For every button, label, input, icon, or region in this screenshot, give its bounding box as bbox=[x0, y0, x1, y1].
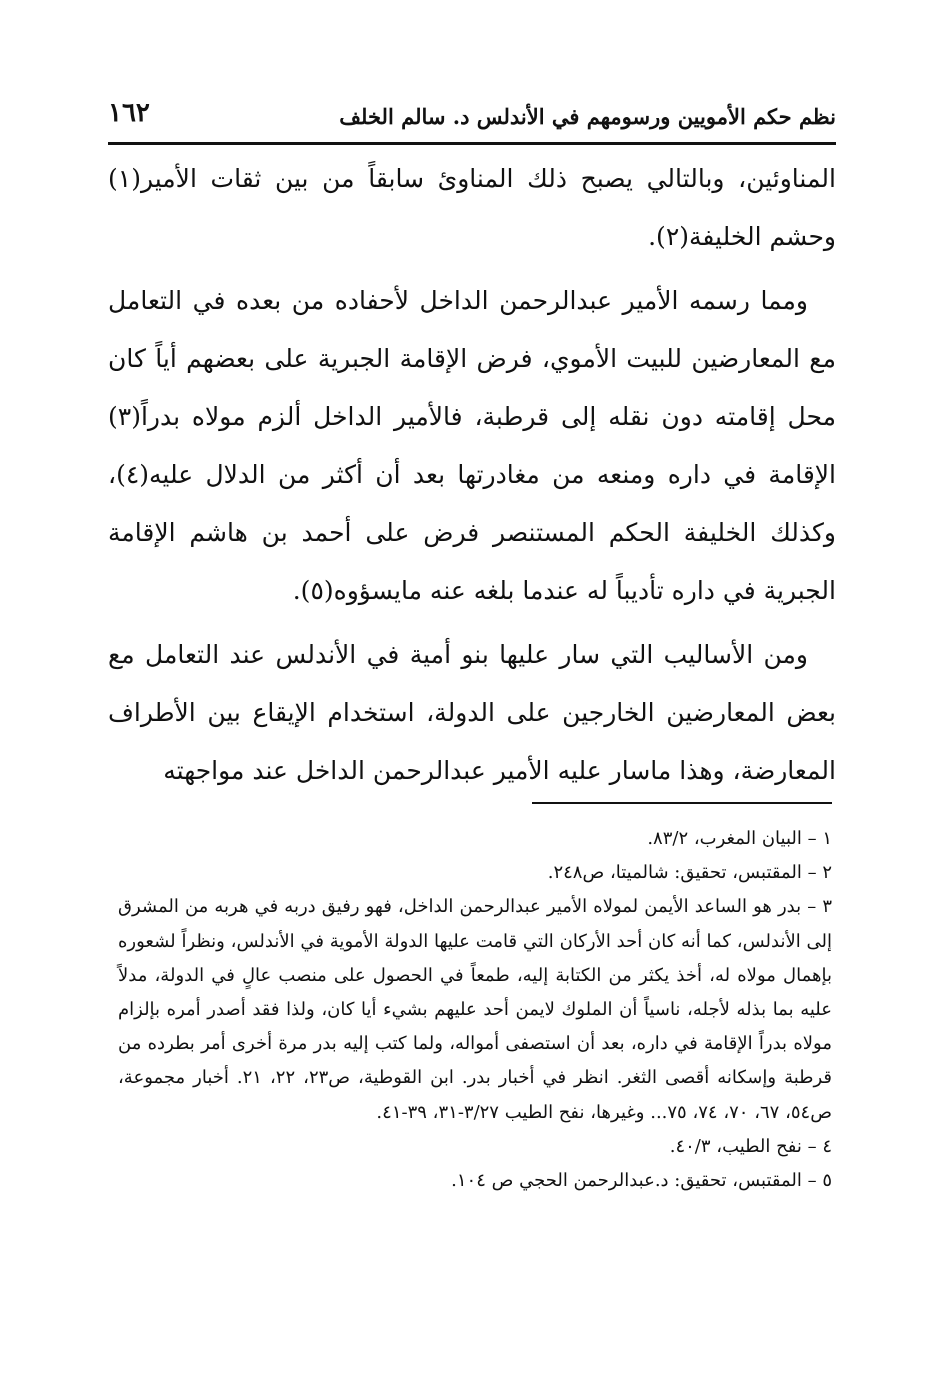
paragraph: ومن الأساليب التي سار عليها بنو أمية في الأندلس عند التعامل مع بعض المعارضين الخارجين على الدولة، استخدام الإيقاع بين الأطراف المعارضة، وهذا ماسار عليه الأمير عبدالرحمن الداخل عند مواجهته bbox=[108, 640, 836, 785]
footnotes bbox=[118, 822, 832, 1198]
paragraph: المناوئين، وبالتالي يصبح ذلك المناوئ سابقاً من بين ثقات الأمير(١) وحشم الخليفة(٢). bbox=[108, 164, 836, 251]
footnote: ٤ – نفح الطيب، ٤٠/٣. bbox=[669, 1135, 832, 1157]
footnote: ١ – البيان المغرب، ٨٣/٢. bbox=[647, 828, 832, 849]
page-header bbox=[108, 90, 836, 142]
paragraph: ومما رسمه الأمير عبدالرحمن الداخل لأحفاده من بعده في التعامل مع المعارضين للبيت الأموي، فرض الإقامة الجبرية على بعضهم أياً كان محل إقامته دون نقله إلى قرطبة، فالأمير الداخل ألزم مولاه بدراً(٣) الإقامة في داره ومنعه من مغادرتها بعد أن أكثر من الدلال عليه(٤)، وكذلك الخليفة الحكم المستنصر فرض على أحمد بن هاشم الإقامة الجبرية في داره تأديباً له عندما بلغه عنه مايسؤوه(٥). bbox=[108, 286, 836, 605]
footnote: ٢ – المقتبس، تحقيق: شالميتا، ص٢٤٨. bbox=[547, 862, 832, 884]
footnote: ٥ – المقتبس، تحقيق: د.عبدالرحمن الحجي ص ١٠٤. bbox=[451, 1170, 832, 1192]
page-number: ١٦٢ bbox=[108, 98, 150, 128]
footnote: ٣ – بدر هو الساعد الأيمن لمولاه الأمير عبدالرحمن الداخل، فهو رفيق دربه في هربه من المشرق إلى الأندلس، كما أنه كان أحد الأركان التي قامت عليها الدولة الأموية في الأندلس، ونظراً لشعوره بإهمال مولاه له، أخذ يكثر من الكتابة إليه، طمعاً في الحصول على منصب عالٍ في الدولة، مدلاً عليه بما بذله لأجله، ناسياً أن الملوك لايمن أحد عليهم بشيء أيا كان، ولذا فقد أصدر أمره بإلزام مولاه بدراً الإقامة في داره، بعد أن استصفى أمواله، ولما كتب إليه بدر مرة أخرى أمر بطرده من قرطبة وإسكانه أقصى الثغر. انظر في أخبار بدر. ابن القوطية، ص٢٣، ٢٢، ٢١. أخبار مجموعة، ص٥٤، ٦٧، ٧٠، ٧٤، ٧٥... وغيرها، نفح الطيب ٣/٢٧-٣١، ٣٩-٤١. bbox=[118, 896, 833, 1123]
footnote-separator bbox=[532, 802, 832, 804]
header-rule bbox=[108, 142, 836, 145]
running-title: نظم حكم الأمويين ورسومهم في الأندلس د. سالم الخلف bbox=[339, 104, 836, 129]
main-text bbox=[108, 150, 836, 800]
